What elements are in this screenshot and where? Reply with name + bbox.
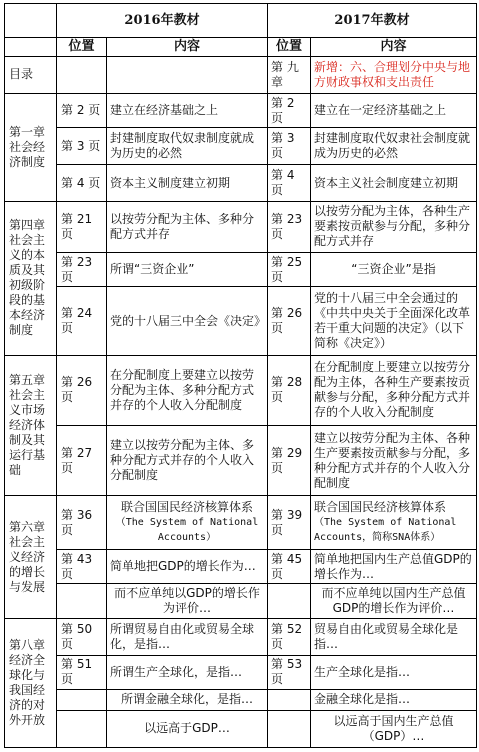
pos17-c6r3-empty — [268, 584, 311, 618]
content16-c6r2: 简单地把GDP的增长作为… — [107, 550, 268, 584]
pos16-c8r2: 第 51 页 — [57, 655, 107, 689]
content-header-2016: 内容 — [107, 38, 268, 57]
pos17-c6r2: 第 45 页 — [268, 550, 311, 584]
pos17-c8r1: 第 52 页 — [268, 618, 311, 655]
pos17-c1r2: 第 3 页 — [268, 128, 311, 165]
content16-c1r2: 封建制度取代奴隶制度就成为历史的必然 — [107, 128, 268, 165]
pos17-c4r1: 第 23 页 — [268, 201, 311, 253]
content16-c6r1 — [107, 496, 268, 550]
content17-c6r2: 简单地把国内生产总值GDP的增长作为… — [311, 550, 477, 584]
content17-c6r1 — [311, 496, 477, 550]
pos17-c4r2: 第 25 页 — [268, 253, 311, 287]
pos17-c8r2: 第 53 页 — [268, 655, 311, 689]
content16-c1r3: 资本主义制度建立初期 — [107, 165, 268, 201]
content17-c6r3: 而不应单纯以国内生产总值GDP的增长作为评价… — [311, 584, 477, 618]
position-header-2017: 位置 — [268, 38, 311, 57]
pos17-c1r1: 第 2 页 — [268, 94, 311, 128]
pos17-c1r3: 第 4 页 — [268, 165, 311, 201]
pos16-c4r1: 第 21 页 — [57, 201, 107, 253]
chapter-toc: 目录 — [5, 56, 57, 93]
content16-c8r1: 所谓贸易自由化或贸易全球化，是指… — [107, 618, 268, 655]
content16-c4r1: 以按劳分配为主体、多种分配方式并存 — [107, 201, 268, 253]
chapter-5: 第五章社会主义市场经济体制及其运行基础 — [5, 355, 57, 496]
content17-c1r2: 封建制度取代奴隶社会制度就成为历史的必然 — [311, 128, 477, 165]
pos16-c8r3-empty — [57, 689, 107, 710]
pos16-c8r1: 第 50 页 — [57, 618, 107, 655]
pos17-c6r1: 第 39 页 — [268, 496, 311, 550]
content16-c4r3: 党的十八届三中全会《决定》 — [107, 287, 268, 355]
content16-c6r1-line2: （The System of National Accounts） — [115, 517, 259, 544]
pos16-c1r1: 第 2 页 — [57, 94, 107, 128]
pos17-c4r3: 第 26 页 — [268, 287, 311, 355]
pos16-empty — [57, 56, 107, 93]
comparison-table — [4, 3, 477, 748]
chapter-1: 第一章社会经济制度 — [5, 94, 57, 202]
content17-c1r1: 建立在一定经济基础之上 — [311, 94, 477, 128]
pos16-c4r2: 第 23 页 — [57, 253, 107, 287]
content17-c4r3: 党的十八届三中全会通过的《中共中央关于全面深化改革若干重大问题的决定》（以下简称《决定》） — [311, 287, 477, 355]
position-header-2016: 位置 — [57, 38, 107, 57]
content16-empty — [107, 56, 268, 93]
content17-c6r1-line2: （The System of National Accounts，简称SNA体系） — [314, 517, 457, 544]
content16-c8r3: 所谓金融全球化，是指… — [107, 689, 268, 710]
content17-c5r2: 建立以按劳分配为主体、各种生产要素按贡献参与分配，多种分配方式并存的个人收入分配制度 — [311, 426, 477, 496]
blank-sub — [5, 38, 57, 57]
content17-c4r2: “三资企业”是指 — [311, 253, 477, 287]
pos16-c1r3: 第 4 页 — [57, 165, 107, 201]
pos16-c6r2: 第 43 页 — [57, 550, 107, 584]
content-header-2017: 内容 — [311, 38, 477, 57]
content16-c1r1: 建立在经济基础之上 — [107, 94, 268, 128]
pos17-c8r4-empty — [268, 710, 311, 747]
pos17-toc: 第 九 章 — [268, 56, 311, 93]
content17-c1r3: 资本主义社会制度建立初期 — [311, 165, 477, 201]
content17-c8r1: 贸易自由化或贸易全球化是指… — [311, 618, 477, 655]
content17-c6r1-line1: 联合国国民经济核算体系 — [314, 500, 447, 515]
pos16-c6r3-empty — [57, 584, 107, 618]
pos17-c5r2: 第 29 页 — [268, 426, 311, 496]
content16-c5r2: 建立以按劳分配为主体、多种分配方式并存的个人收入分配制度 — [107, 426, 268, 496]
blank-corner — [5, 4, 57, 38]
content16-c4r2: 所谓“三资企业” — [107, 253, 268, 287]
pos16-c8r4-empty — [57, 710, 107, 747]
content16-c5r1: 在分配制度上要建立以按劳分配为主体、多种分配方式并存的个人收入分配制度 — [107, 355, 268, 425]
chapter-4: 第四章社会主义的本质及其初级阶段的基本经济制度 — [5, 201, 57, 355]
header-2016: 2016年教材 — [57, 4, 268, 38]
content16-c6r3: 而不应单纯以GDP的增长作为评价… — [107, 584, 268, 618]
content17-toc: 新增：六、合理划分中央与地方财政事权和支出责任 — [311, 56, 477, 93]
pos16-c4r3: 第 24 页 — [57, 287, 107, 355]
content17-c8r2: 生产全球化是指… — [311, 655, 477, 689]
content17-c8r3: 金融全球化是指… — [311, 689, 477, 710]
content16-c8r4: 以远高于GDP… — [107, 710, 268, 747]
pos16-c5r1: 第 26 页 — [57, 355, 107, 425]
content16-c6r1-line1: 联合国国民经济核算体系 — [120, 500, 253, 515]
pos16-c5r2: 第 27 页 — [57, 426, 107, 496]
content17-c4r1: 以按劳分配为主体，各种生产要素按贡献参与分配，多种分配方式并存 — [311, 201, 477, 253]
header-2017: 2017年教材 — [268, 4, 477, 38]
content16-c8r2: 所谓生产全球化，是指… — [107, 655, 268, 689]
chapter-6: 第六章社会主义经济的增长与发展 — [5, 496, 57, 618]
pos16-c6r1: 第 36 页 — [57, 496, 107, 550]
chapter-8: 第八章经济全球化与我国经济的对外开放 — [5, 618, 57, 747]
pos17-c8r3-empty — [268, 689, 311, 710]
content17-c8r4: 以远高于国内生产总值（GDP）… — [311, 710, 477, 747]
pos17-c5r1: 第 28 页 — [268, 355, 311, 425]
content17-c5r1: 在分配制度上要建立以按劳分配为主体，各种生产要素按贡献参与分配，多种分配方式并存的个人收入分配制度 — [311, 355, 477, 425]
pos16-c1r2: 第 3 页 — [57, 128, 107, 165]
